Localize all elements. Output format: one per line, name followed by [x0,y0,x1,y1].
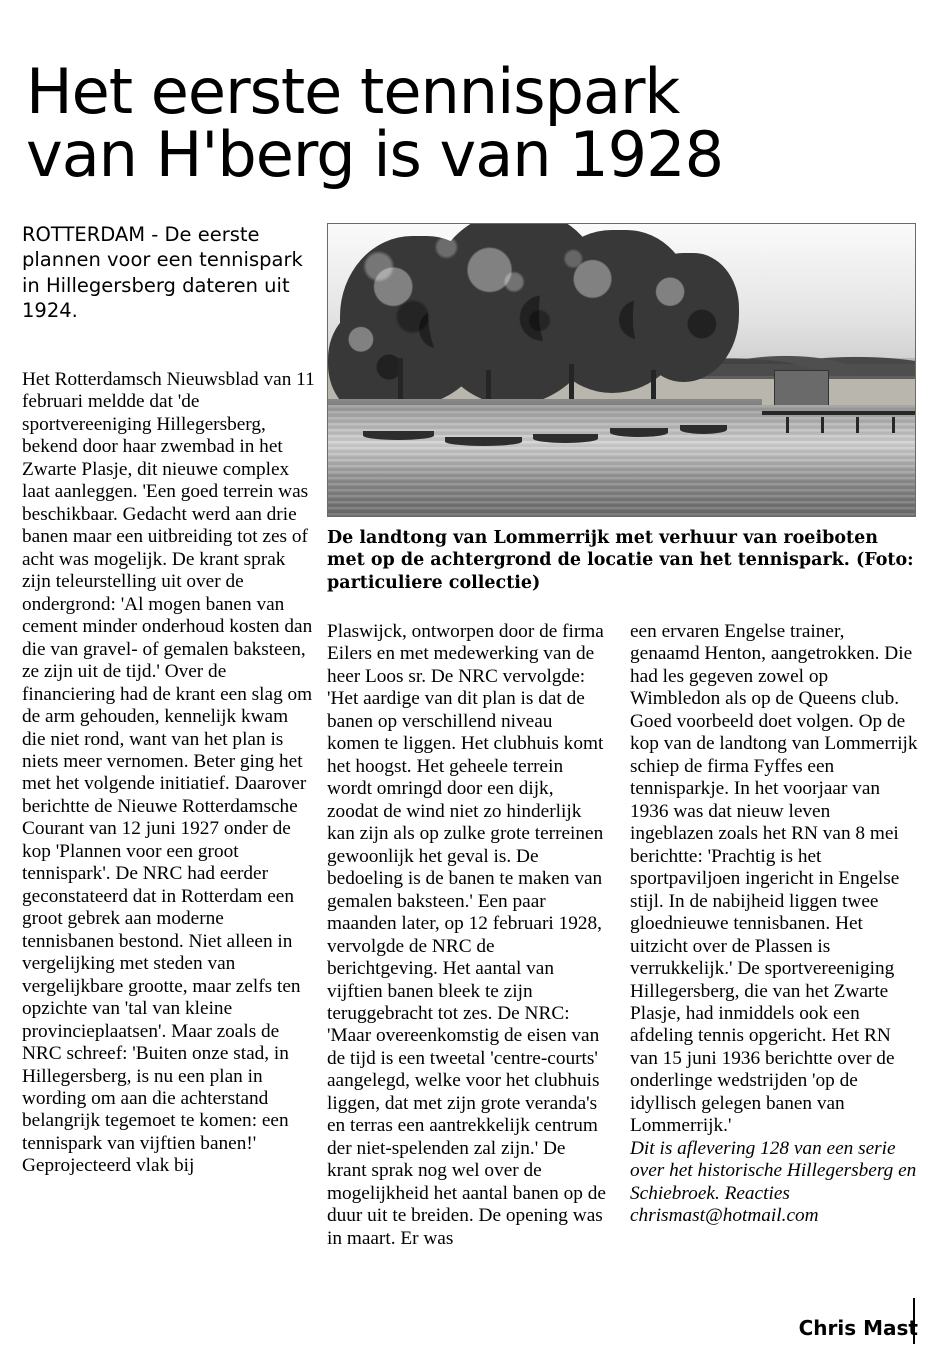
photo-jetty [762,411,915,415]
article-column-2 [327,621,609,1250]
photo-pier-post [786,417,789,433]
article-column-3 [630,621,918,1228]
column-3-note: Dit is aflevering 128 van een serie over het historische Hillegersberg en Schiebroek. Reacties chrismast@hotmail.com [630,1137,917,1227]
article-column-1 [22,369,315,1178]
photo-pier-post [821,417,824,433]
photo-water [328,405,915,516]
lead-paragraph: ROTTERDAM - De eerste plannen voor een tennispark in Hillegersberg dateren uit 1924. [22,223,303,323]
photo-illustration [328,224,915,516]
column-2-text: Plaswijck, ontworpen door de firma Eilers en met medewerking van de heer Loos sr. De NRC vervolgde: 'Het aardige van dit plan is dat de banen op verschillend niveau komen te liggen. Het clubhuis komt het hoogst. Het geheele terrein wordt omringd door een dijk, zoodat de wind niet zo hinderlijk kan zijn als op zulke grote terreinen gewoonlijk het geval is. De bedoeling is de banen te maken van gemalen baksteen.' Een paar maanden later, op 12 februari 1928, vervolgde de NRC de berichtgeving. Het aantal van vijftien banen bleek te zijn teruggebracht tot zes. De NRC: 'Maar overeenkomstig de eisen van de tijd is een tweetal 'centre-courts' aangelegd, welke voor het clubhuis liggen, dat met zijn grote veranda's en terras een aantrekkelijk centrum der niet-spelenden zal zijn.' De krant sprak nog wel over de mogelijkheid het aantal banen op de duur uit te breiden. De opening was in maart. Er was [327,621,606,1249]
photo-pier-post [892,417,895,433]
photo-caption: De landtong van Lommerrijk met verhuur van roeiboten met op de achtergrond de locatie van het tennispark. (Foto: particuliere collectie) [327,528,914,593]
headline-line-1: Het eerste tennispark [26,54,680,128]
article-photo [327,223,916,517]
headline-line-2: van H'berg is van 1928 [26,117,724,191]
article-byline: Chris Mast [798,1316,918,1340]
photo-building [774,370,829,407]
page-title [26,54,916,191]
column-3-text: een ervaren Engelse trainer, genaamd Henton, aangetrokken. Die had les gegeven zowel op Wimbledon als op de Queens club. Goed voorbeeld doet volgen. Op de kop van de landtong van Lommerrijk schiep de firma Fyffes een tennisparkje. In het voorjaar van 1936 was dat nieuw leven ingeblazen zoals het RN van 8 mei berichtte: 'Prachtig is het sportpaviljoen ingericht in Engelse stijl. In de nabijheid liggen twee gloednieuwe tennisbanen. Het uitzicht over de Plassen is verrukkelijk.' De sportvereeniging Hillegersberg, die van het Zwarte Plasje, had inmiddels ook een afdeling tennis opgericht. Het RN van 15 juni 1936 berichtte over de onderlinge wedstrijden 'op de idyllisch gelegen banen van Lommerrijk.' [630,621,918,1137]
column-1-text: Het Rotterdamsch Nieuwsblad van 11 februari meldde dat 'de sportvereeniging Hillegersberg, bekend door haar zwembad in het Zwarte Plasje, dit nieuwe complex laat aanleggen. 'Een goed terrein was beschikbaar. Gedacht werd aan drie banen maar een uitbreiding tot zes of acht was mogelijk. De krant sprak zijn teleurstelling uit over de ondergrond: 'Al mogen banen van cement minder onderhoud kosten dan die van gravel- of gemalen baksteen, ze zijn uit de tijd.' Over de financiering had de krant een slag om de arm gehouden, kennelijk kwam die niet rond, want van het plan is niets meer vernomen. Beter ging het met het volgende initiatief. Daarover berichtte de Nieuwe Rotterdamsche Courant van 12 juni 1927 onder de kop 'Plannen voor een groot tennispark'. De NRC had eerder geconstateerd dat in Rotterdam een groot gebrek aan moderne tennisbanen bestond. Niet alleen in vergelijking met steden van vergelijkbare grootte, maar zelfs ten opzichte van 'tal van kleine provincieplaatsen'. Maar zoals de NRC schreef: 'Buiten onze stad, in Hillegersberg, is nu een plan in wording om aan die achterstand belangrijk tegemoet te komen: een tennispark van vijftien banen!' Geprojecteerd vlak bij [22,369,315,1177]
photo-pier-post [856,417,859,433]
